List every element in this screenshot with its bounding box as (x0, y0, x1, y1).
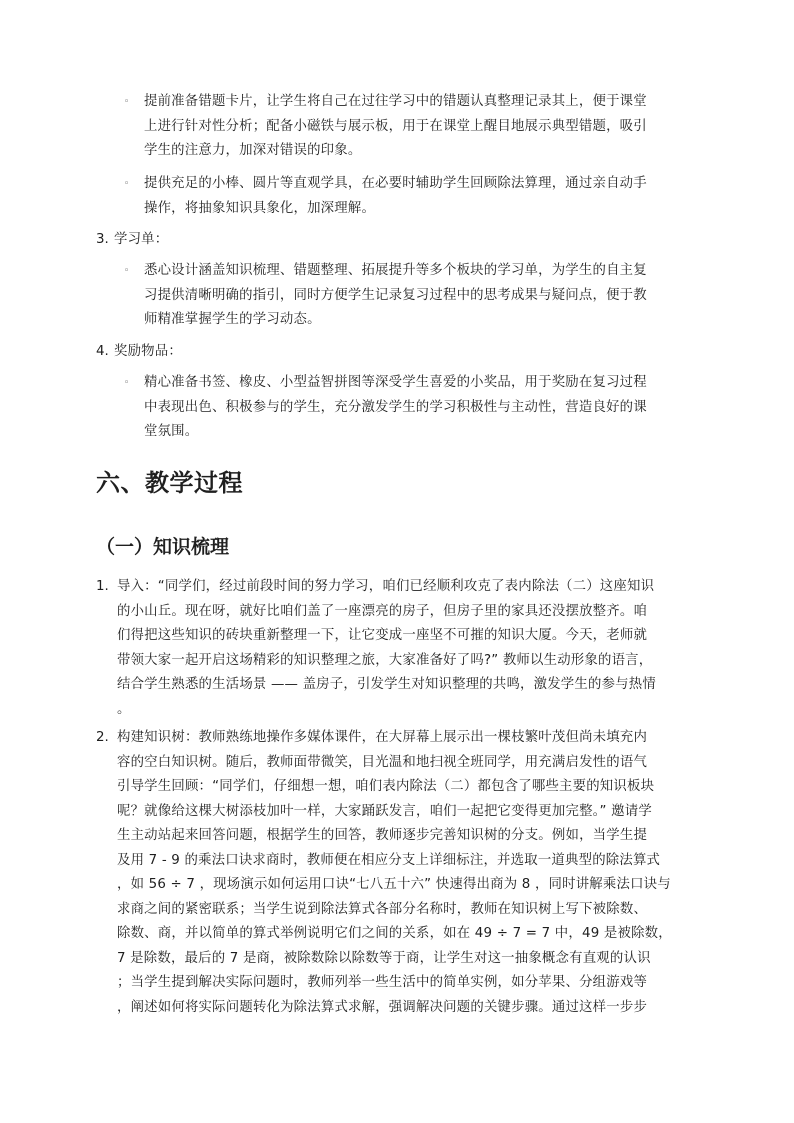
text-line: 堂氛围。 (144, 424, 199, 439)
bullet-paragraph-rewards (144, 371, 704, 445)
paragraph-introduction (117, 575, 709, 722)
text-line: ，如 56 ÷ 7 ，现场演示如何运用口诀“七八五十六” 快速得出商为 8 ，同时讲解乘法口诀与 (117, 877, 671, 892)
text-line: 悉心设计涵盖知识梳理、错题整理、拓展提升等多个板块的学习单，为学生的自主复 (144, 263, 647, 278)
text-line: 除数、商，并以简单的算式举例说明它们之间的关系，如在 49 ÷ 7 = 7 中，49 是被除数， (117, 926, 672, 941)
bullet-icon: ◦ (124, 266, 130, 276)
list-item-title: 学习单： (114, 232, 169, 247)
text-line: ，阐述如何将实际问题转化为除法算式求解，强调解决问题的关键步骤。通过这样一步步 (117, 999, 648, 1015)
bullet-icon: ◦ (124, 97, 130, 107)
text-line: 精心准备书签、橡皮、小型益智拼图等深受学生喜爱的小奖品，用于奖励在复习过程 (144, 375, 647, 390)
text-line: 带领大家一起开启这场精彩的知识整理之旅，大家准备好了吗?” 教师以生动形象的语言， (117, 652, 653, 668)
text-line: 容的空白知识树。随后，教师面带微笑，目光温和地扫视全班同学，用充满启发性的语气 (117, 754, 648, 770)
text-line: 导入：“同学们，经过前段时间的努力学习，咱们已经顺利攻克了表内除法（二）这座知识 (117, 579, 655, 594)
list-number: 2. (96, 730, 109, 745)
paragraph-knowledge-tree (117, 726, 709, 1020)
text-line: 。 (117, 701, 131, 717)
list-number: 4. (96, 344, 109, 359)
bullet-icon: ◦ (124, 378, 130, 388)
bullet-paragraph-tools (144, 172, 704, 221)
bullet-icon: ◦ (124, 179, 130, 189)
section-heading: 六、教学过程 (96, 469, 243, 497)
bullet-paragraph-cards (144, 90, 704, 164)
text-line: 及用 7 - 9 的乘法口诀求商时，教师便在相应分支上详细标注，并选取一道典型的除法算式 (117, 852, 661, 868)
text-line: 构建知识树：教师熟练地操作多媒体课件，在大屏幕上展示出一棵枝繁叶茂但尚未填充内 (117, 730, 648, 745)
text-line: 习提供清晰明确的指引，同时方便学生记录复习过程中的思考成果与疑问点，便于教 (144, 287, 647, 303)
text-line: 生主动站起来回答问题，根据学生的回答，教师逐步完善知识树的分支。例如，当学生提 (117, 828, 648, 843)
text-line: 提供充足的小棒、圆片等直观学具，在必要时辅助学生回顾除法算理，通过亲自动手 (144, 176, 647, 191)
list-item-title: 奖励物品： (114, 344, 182, 359)
text-line: 结合学生熟悉的生活场景 —— 盖房子，引发学生对知识整理的共鸣，激发学生的参与热情 (117, 677, 656, 692)
text-line: 提前准备错题卡片，让学生将自己在过往学习中的错题认真整理记录其上，便于课堂 (144, 94, 647, 109)
text-line: 学生的注意力，加深对错误的印象。 (144, 143, 362, 158)
list-number: 3. (96, 232, 109, 247)
text-line: 们得把这些知识的砖块重新整理一下，让它变成一座坚不可摧的知识大厦。今天，老师就 (117, 628, 648, 643)
text-line: 引导学生回顾：“同学们，仔细想一想，咱们表内除法（二）都包含了哪些主要的知识板块 (117, 779, 655, 794)
text-line: 上进行针对性分析；配备小磁铁与展示板，用于在课堂上醒目地展示典型错题，吸引 (144, 118, 647, 134)
text-line: 中表现出色、积极参与的学生，充分激发学生的学习积极性与主动性，营造良好的课 (144, 399, 647, 415)
text-line: 的小山丘。现在呀，就好比咱们盖了一座漂亮的房子，但房子里的家具还没摆放整齐。咱 (117, 603, 648, 619)
bullet-paragraph-worksheet (144, 259, 704, 333)
text-line: 求商之间的紧密联系；当学生说到除法算式各部分名称时，教师在知识树上写下被除数、 (117, 901, 648, 917)
list-number: 1. (96, 579, 109, 594)
text-line: 师精准掌握学生的学习动态。 (144, 312, 321, 327)
text-line: 呢？就像给这棵大树添枝加叶一样，大家踊跃发言，咱们一起把它变得更加完整。” 邀请学 (117, 803, 652, 819)
text-line: 操作，将抽象知识具象化，加深理解。 (144, 200, 376, 216)
text-line: 7 是除数，最后的 7 是商，被除数除以除数等于商，让学生对这一抽象概念有直观的认识 (117, 950, 651, 966)
subsection-heading: （一）知识梳理 (96, 536, 230, 558)
text-line: ；当学生提到解决实际问题时，教师列举一些生活中的简单实例，如分苹果、分组游戏等 (117, 975, 648, 990)
